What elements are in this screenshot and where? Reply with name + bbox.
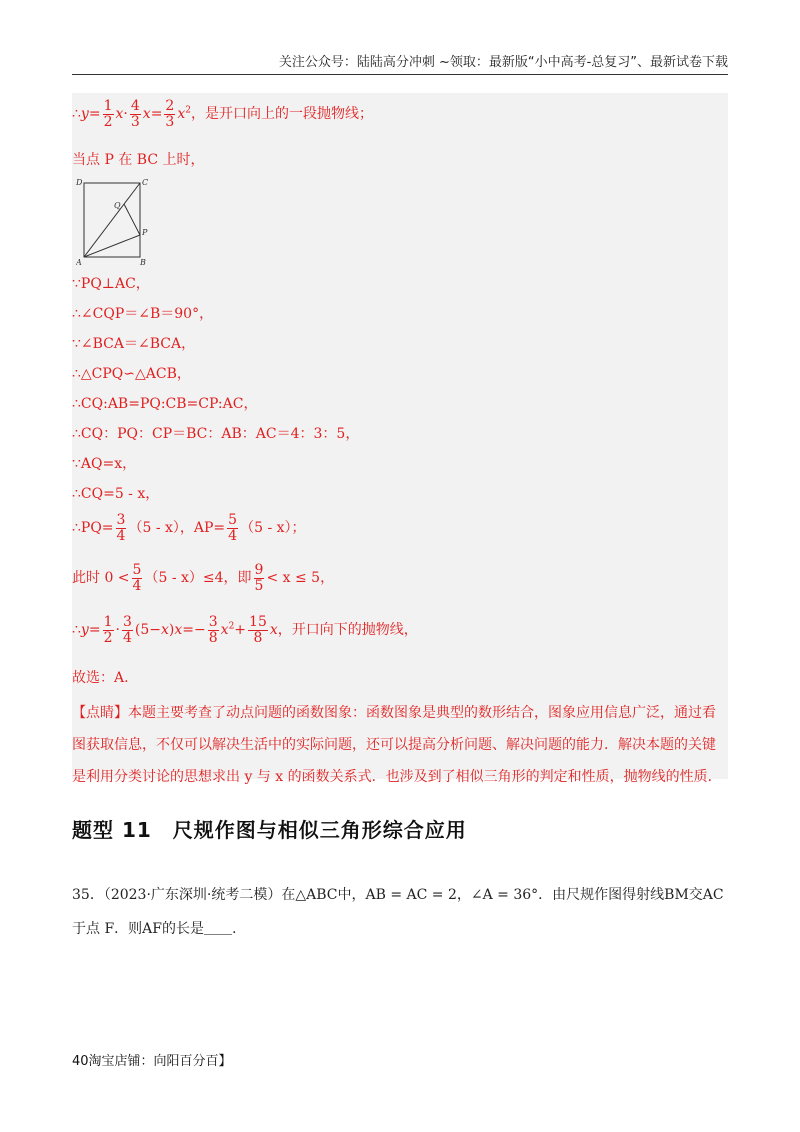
section-title: 题型 11 尺规作图与相似三角形综合应用 bbox=[72, 818, 467, 842]
solution-line-8: ∴CQ：PQ：CP＝BC：AB：AC＝4：3：5， bbox=[72, 426, 360, 442]
solution-line-1: ∴y= $\frac{1}{2}$ x· $\frac{4}{3}$ x= $\frac{2}{3}$ $x^2$，是开口向上的一段抛物线； bbox=[72, 98, 373, 130]
question-number: 35． bbox=[72, 887, 104, 903]
question-text-a: 在△ABC中，AB = AC = 2，∠A = 36°．由尺规作图得射线BM交AC bbox=[281, 887, 724, 903]
solution-line-7: ∴CQ:AB=PQ:CB=CP:AC， bbox=[72, 396, 258, 412]
figure-label-a: A bbox=[76, 258, 82, 265]
header-text: 关注公众号：陆陆高分冲刺 ~领取：最新版“小中高考-总复习”、最新试卷下载 bbox=[278, 55, 728, 70]
line-12-part-c: < x ≤ 5， bbox=[266, 570, 335, 587]
page-footer: 40淘宝店铺：向阳百分百】 bbox=[72, 1054, 232, 1069]
therefore-symbol: ∴ bbox=[72, 106, 81, 123]
line-12-part-a: 此时 0 < bbox=[72, 570, 130, 587]
solution-line-14: 故选：A. bbox=[72, 670, 129, 686]
page-header bbox=[72, 52, 728, 75]
dianjing-tag: 【点睛】 bbox=[72, 705, 128, 721]
question-text-b: 于点 F．则AF的长是＿＿. bbox=[72, 921, 237, 937]
solution-line-12: 此时 0 < $\frac{5}{4}$ （5 - x）≤4，即 $\frac{9}{5}$ < x ≤ 5， bbox=[72, 562, 335, 594]
solution-line-2: 当点 P 在 BC 上时， bbox=[72, 152, 205, 168]
therefore-symbol-2: ∴ bbox=[72, 622, 81, 639]
line-13-tail: ，开口向下的抛物线， bbox=[277, 622, 418, 639]
solution-line-3: ∵PQ⊥AC， bbox=[72, 276, 150, 292]
dianjing-note bbox=[72, 697, 728, 793]
question-35 bbox=[72, 878, 732, 946]
line-11-part-c: （5 - x）； bbox=[240, 520, 306, 537]
solution-line-10: ∴CQ=5 - x， bbox=[72, 486, 160, 502]
figure-label-p: P bbox=[142, 228, 148, 237]
figure-label-q: Q bbox=[114, 201, 121, 210]
figure-label-b: B bbox=[140, 258, 146, 265]
solution-line-11: ∴PQ= $\frac{3}{4}$ （5 - x），AP= $\frac{5}{4}$ （5 - x）； bbox=[72, 512, 306, 544]
solution-line-4: ∴∠CQP＝∠B＝90°， bbox=[72, 306, 214, 322]
question-source: （2023·广东深圳·统考二模） bbox=[103, 887, 282, 903]
line-11-part-b: （5 - x），AP= bbox=[128, 520, 226, 537]
solution-line-9: ∵AQ=x， bbox=[72, 456, 137, 472]
dianjing-text: 本题主要考查了动点问题的函数图象：函数图象是典型的数形结合，图象应用信息广泛，通过看图获取信息，不仅可以解决生活中的实际问题，还可以提高分析问题、解决问题的能力．解决本题的关键是利用分类讨论的思想求出 y 与 x 的函数关系式．也涉及到了相似三角形的判定和性质，抛物线的性质． bbox=[72, 705, 722, 785]
solution-line-5: ∵∠BCA＝∠BCA， bbox=[72, 336, 196, 352]
solution-line-13: ∴y= $\frac{1}{2}$ · $\frac{3}{4}$ (5−x)x=− $\frac{3}{8}$ $x^2+$ $\frac{15}{8}$ x，开口向下的抛物线， bbox=[72, 614, 418, 646]
line-12-part-b: （5 - x）≤4，即 bbox=[144, 570, 252, 587]
rectangle-figure bbox=[76, 175, 148, 265]
line-11-part-a: ∴PQ= bbox=[72, 520, 114, 537]
solution-block bbox=[72, 93, 728, 785]
line-1-text: ，是开口向上的一段抛物线； bbox=[190, 106, 373, 123]
figure-label-d: D bbox=[76, 178, 83, 187]
solution-line-6: ∴△CPQ∽△ACB， bbox=[72, 366, 191, 382]
figure-label-c: C bbox=[142, 178, 148, 187]
